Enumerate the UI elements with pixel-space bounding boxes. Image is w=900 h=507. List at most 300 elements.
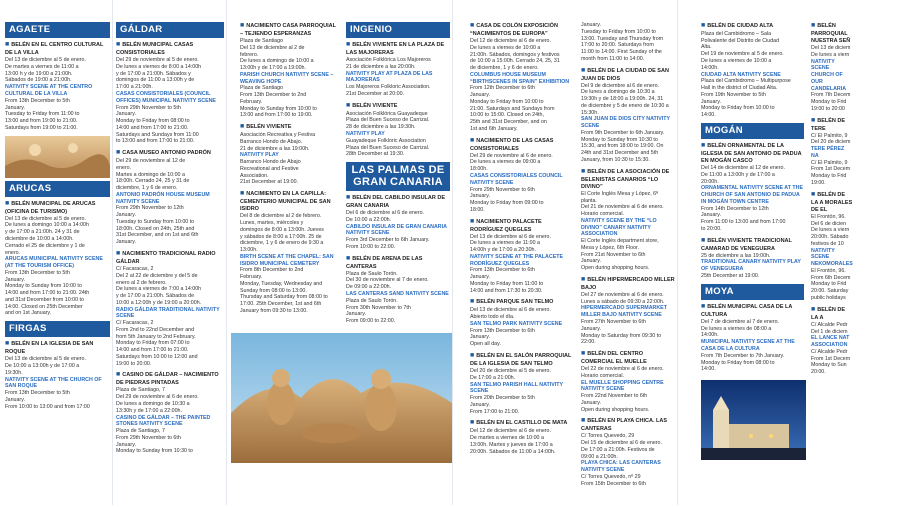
listing-english-line: and 31st December from 10:00 to xyxy=(5,296,84,303)
listing-title-text: BELÉN PARROQUIAL NUESTRA SEÑ xyxy=(811,23,851,44)
bullet-icon: ■ xyxy=(811,190,816,198)
column-1 xyxy=(5,22,110,507)
listing-english-line: month from 11:00 to 14:00. xyxy=(581,55,645,62)
bullet-icon: ■ xyxy=(581,66,586,74)
listing-title xyxy=(470,137,575,153)
listing-detail-line: De lunes a viernes de 09:00 a xyxy=(470,159,541,166)
agaete-list xyxy=(5,41,110,131)
listing-english-line: Barranco Hondo de Abajo xyxy=(240,159,301,166)
listing-detail-line: y de 17:00 a 21:00h. 24 y 31 de xyxy=(5,229,80,236)
listing-english-line: 18:00. xyxy=(470,206,485,213)
bullet-icon: ■ xyxy=(240,190,245,198)
bullet-icon: ■ xyxy=(346,254,351,262)
listing-english-line: 14:00. Closed on 25th December xyxy=(5,303,83,310)
listing-detail-line: De lunes a domingo 10:00 a 14:00h xyxy=(5,222,89,229)
listing-title xyxy=(346,102,450,111)
sand-sculpture-photo xyxy=(5,136,110,178)
listing-title xyxy=(811,117,853,133)
listing-detail-line: Plaza del Cambidromo – Sala xyxy=(701,30,772,37)
listing-detail-line: 18:00h. xyxy=(470,166,488,173)
listing-detail-line: Del 6 de dicien xyxy=(811,220,847,227)
listing-title-text: BELÉN EN EL CASTILLO DE MATA xyxy=(476,420,568,427)
listing-detail-line: C/ Alcalde Pedr xyxy=(811,321,848,328)
listing-english-line: From 13th December to 5th xyxy=(5,269,70,276)
bullet-icon: ■ xyxy=(470,419,475,427)
listing-title-text: BELÉN DEL CABILDO INSULAR DE GRAN CANARIA xyxy=(346,195,446,210)
listing-english-line: 21:00. Saturdays and Sundays from xyxy=(470,105,555,112)
listing-detail-line: Del 29 de noviembre al 12 de xyxy=(116,158,186,165)
listing-english-line: January. xyxy=(5,104,25,111)
listing-title-text: NACIMIENTO CASA PARROQUIAL – TEJIENDO ESPERANZAS xyxy=(240,23,336,37)
listing-title-text: BELÉN DE TERE xyxy=(811,117,846,132)
listing-english-line: From 17:00 to 21:00. xyxy=(470,408,520,415)
listing-english-line: January. xyxy=(470,193,490,200)
col6-list xyxy=(581,22,676,488)
listing-detail-line: Del 13 de diciembre al 5 de enero. xyxy=(5,57,86,64)
listing-english-line: January. xyxy=(5,396,25,403)
listing-detail-line: De lunes a viernes de 08:00 a xyxy=(701,325,772,332)
listing-english-line: From 13th December to 6th xyxy=(470,267,535,274)
listing-english-line: 14:00 and from 17:00 to 21:00. xyxy=(116,347,189,354)
listing-detail-line: De 09:00 a 22:00h. xyxy=(346,284,392,291)
bullet-icon: ■ xyxy=(470,136,475,144)
listing-detail-line: De martes a viernes de 11:00 a xyxy=(5,63,79,70)
listing-detail-line: Del 6 de diciembre al 6 de enero. xyxy=(346,210,425,217)
listing-english-line: Los Majoreros Folkloric Association. xyxy=(346,84,431,91)
listing-english-line: January. xyxy=(5,276,25,283)
listing-detail-line: Del 8 de diciembre al 2 de febrero. xyxy=(240,213,322,220)
listing-title xyxy=(346,41,450,57)
bullet-icon: ■ xyxy=(701,236,706,244)
listing-detail-line: febrero. xyxy=(240,51,259,58)
listing-english-line: Mesa y López, 6th Floor. xyxy=(581,244,640,251)
listing-english-line: From 8th December to 2nd xyxy=(240,267,304,274)
listing-title-text: CASINO DE GÁLDAR – NACIMIENTO DE PIEDRAS PINTADAS xyxy=(116,372,219,387)
listing-english-line: Plaza del Cambidromo – Multipurpose xyxy=(701,78,791,85)
listing-english-title: ARUCAS MUNICIPAL NATIVITY SCENE (AT THE TOURISM OFFICE) xyxy=(5,256,103,270)
listing-detail-line: Del 29 de noviembre al 6 de enero. xyxy=(116,394,199,401)
listing-title-text: BELÉN DE LA ASOCIACIÓN DE BELENISTAS CANARIOS “LO DIVINO” xyxy=(581,168,670,190)
listing-english-line: From 09:00 to 22:00. xyxy=(346,318,396,325)
listing-english-line: Saturdays and Sundays from 11:00 xyxy=(116,131,199,138)
bullet-icon: ■ xyxy=(581,275,586,283)
listing-detail-line: 13:00h. Martes y jueves de 17:00 a xyxy=(470,441,553,448)
listing-english-title: CASAS CONSISTORIALES COUNCIL NATIVITY SCENE xyxy=(470,172,563,186)
listing-entry xyxy=(240,190,340,315)
listing-title-text: BELÉN EN PLAYA CHICA. LAS CANTERAS xyxy=(581,418,667,433)
listing-english-title: ANTONIO PADRÓN HOUSE MUSEUM NATIVITY SCENE xyxy=(116,191,210,205)
listing-entry xyxy=(5,200,110,317)
listing-english-title: EL MUELLE SHOPPING CENTRE NATIVITY SCENE xyxy=(581,379,664,393)
listing-detail-line: Del 30 de noviembre al 7 de enero. xyxy=(346,277,429,284)
las-palmas-list xyxy=(346,194,450,325)
listing-detail-line: De lunes a domingo de 10:30 a xyxy=(581,89,655,96)
listing-detail-line: 20:00h. Sábado xyxy=(811,234,849,241)
listing-english-title: LAS CANTERAS SAND NATIVITY SCENE xyxy=(346,291,449,297)
listing-entry xyxy=(701,237,804,280)
listing-detail-line: C/ Facaracas, 2 xyxy=(116,265,154,272)
listing-english-line: January. xyxy=(346,311,366,318)
bullet-icon: ■ xyxy=(240,22,245,29)
listing-detail-line: El Frontón, 96. xyxy=(811,213,846,220)
listing-english-line: January, from 10:30 to 15:30. xyxy=(581,157,650,163)
listing-english-line: From 10:00 to 22:00. xyxy=(346,243,396,250)
listing-english-line: Recreational and Festive xyxy=(240,165,299,172)
bullet-icon: ■ xyxy=(701,142,706,150)
listing-detail-line: planta. xyxy=(581,197,597,204)
listing-detail-line: Plaza de Saulo Torón. xyxy=(346,270,398,277)
listing-english-title: CASINO DE GÁLDAR – THE PAINTED STONES NATIVITY SCENE xyxy=(116,414,211,428)
listing-english-line: 11:00 to 14:00. First Sunday of the xyxy=(581,49,662,56)
listing-detail-line: Lunes, martes, miércoles y xyxy=(240,220,304,227)
column-2 xyxy=(116,22,224,507)
listing-detail-line: Del 13 de diciembre al 2 de xyxy=(240,44,305,51)
listing-english-line: From 9th December to 6th January. xyxy=(581,129,665,136)
listing-entry xyxy=(470,298,575,348)
listing-detail-line: Plaza de Santiago xyxy=(240,37,283,44)
listing-detail-line: de diciembre y 5 de enero de 10:30 a xyxy=(581,102,669,109)
listing-english-line: From 14th December to 12th xyxy=(701,205,769,212)
listing-english-line: Plaza de Santiago, 7 xyxy=(116,428,165,435)
listing-detail-line: De 10:00 a 22:00h. xyxy=(346,216,392,223)
listing-english-line: from 5th January to 2nd February. xyxy=(116,333,196,340)
listing-detail-line: enero al 2 de febrero. xyxy=(116,279,167,286)
listing-detail-line: De lunes a viernes de 8:00 a 14:00h xyxy=(116,63,202,70)
sand-nativity-photo xyxy=(231,333,452,463)
listing-entry xyxy=(811,117,853,187)
listing-detail-line: Del 21 de noviembre al 6 de enero. xyxy=(581,204,664,211)
bullet-icon: ■ xyxy=(811,305,816,313)
listing-detail-line: Del 27 de noviembre al 6 de enero. xyxy=(581,291,664,298)
listing-english-line: From 27th November to 6th xyxy=(581,319,646,326)
listing-entry xyxy=(811,306,853,376)
listing-detail-line: enero. xyxy=(116,164,132,171)
moya-list xyxy=(701,303,804,373)
listing-english-line: Tuesday to Friday from 11:00 to xyxy=(5,111,80,118)
col3-list xyxy=(240,22,340,315)
listing-entry xyxy=(701,303,804,373)
listing-entry xyxy=(811,191,853,302)
listing-english-line: Tuesday to Sunday from 10:00 to xyxy=(116,218,195,225)
column-3 xyxy=(240,22,340,340)
listing-english-line: Monday to Sunday from 10:00 to xyxy=(5,283,82,290)
listing-detail-line: El Corte Inglés Mesa y López, 6ª xyxy=(581,190,659,197)
listing-detail-line: Asociación Recreativa y Festiva xyxy=(240,132,316,139)
listing-english-line: 19:00. xyxy=(811,180,826,187)
listing-title-text: BELÉN DE CIUDAD ALTA xyxy=(707,23,774,29)
listing-english-line: 19:00 to 20:00. xyxy=(116,360,152,367)
listing-detail-line: diciembre, 1 y 6 de enero. xyxy=(116,185,178,192)
listing-entry xyxy=(470,352,575,415)
listing-detail-line: domingos de 11:00 a 13:00h y de xyxy=(116,77,195,84)
listing-entry xyxy=(116,41,224,145)
listing-title-text: NACIMIENTO TRADICIONAL RADIO GÁLDAR xyxy=(116,251,216,265)
listing-english-line: Plaza del Buen Suceso de Carrizal. xyxy=(346,144,430,151)
listing-english-line: Thursday and Saturday from 08:00 to xyxy=(240,294,328,301)
listing-english-line: From 15th December to 6th xyxy=(581,480,646,487)
listing-english-line: Saturdays from 19:00 to 21:00. xyxy=(5,124,78,131)
listing-detail-line: 28 de diciembre a las 19:30h. xyxy=(346,124,416,131)
listing-entry xyxy=(581,22,676,63)
listing-detail-line: 13:00h. xyxy=(240,247,258,254)
listing-english-line: 14:00 and from 17:00 to 21:00. 24th xyxy=(5,290,90,297)
bullet-icon: ■ xyxy=(116,41,121,49)
listing-detail-line: Del 13 de diciembre al 6 de enero. xyxy=(470,233,551,240)
listing-detail-line: Del 22 de noviembre al 6 de enero. xyxy=(581,366,664,373)
listing-english-line: Monday to Sunday from 10:30 to xyxy=(116,448,193,455)
listing-detail-line: 19:30h. xyxy=(5,369,23,376)
bullet-icon: ■ xyxy=(470,22,475,29)
listing-english-title: HIPERMERCADO SUPERMARKET MILLER BAJO NATIVITY SCENE xyxy=(581,305,667,319)
listing-detail-line: De lunes a viernes de 11:00 a xyxy=(470,240,540,247)
listing-english-title: NATIVITY SCENE AT THE CENTRO CULTURAL DE LA VILLA xyxy=(5,84,93,97)
arucas-list xyxy=(5,200,110,317)
listing-detail-line: De 17:00 a 21:00h. xyxy=(470,374,516,381)
listing-english-line: Monday to Friday from 10:00 to xyxy=(701,105,775,112)
listing-detail-line: diciembre, 1 y 6 de enero de 9:30 a xyxy=(240,240,324,247)
listing-english-line: From 29th November to 12th xyxy=(116,205,184,212)
listing-english-line: 14:00. xyxy=(701,366,716,373)
listing-detail-line: De 11:00 a 13:00h y de 17:00 a xyxy=(701,171,775,178)
listing-entry xyxy=(5,340,110,410)
listing-detail-line: 20:00h. Sábados de 11:00 a 14:00h. xyxy=(470,448,556,455)
listing-title xyxy=(346,255,450,271)
listing-title-text: BELÉN DE LA A MORALES DE EL xyxy=(811,191,853,213)
listing-english-title: EL LANCE NAT ASSOCIATION xyxy=(811,335,850,349)
listing-entry xyxy=(346,41,450,98)
listing-title-text: BELÉN MUNICIPAL CASA DE LA CULTURA xyxy=(701,303,793,318)
listing-title-text: NACIMIENTO EN LA CAPILLA: CEMENTERIO MUNICIPAL DE SAN ISIDRO xyxy=(240,191,331,213)
listing-english-line: 1st and 6th January. xyxy=(470,125,518,132)
listing-detail-line: Del 29 de noviembre al 5 de enero. xyxy=(116,57,199,64)
listing-title xyxy=(701,303,804,319)
listing-english-line: Monday to Frid xyxy=(811,99,847,106)
section-header-las-palmas: LAS PALMAS DE GRAN CANARIA xyxy=(346,162,450,191)
listing-english-line: public holidays xyxy=(811,294,846,301)
listing-english-line: Monday to Friday from 07:00 to xyxy=(116,340,190,347)
listing-title xyxy=(5,200,110,216)
listing-english-line: 13:00 and from 19:00 to 21:00. xyxy=(5,118,78,125)
bullet-icon: ■ xyxy=(5,340,10,348)
listing-detail-line: Abierto todo el día. xyxy=(470,314,515,321)
listing-entry xyxy=(470,218,575,295)
listing-english-line: January. xyxy=(116,111,136,118)
listing-english-line: January. xyxy=(701,212,721,219)
listing-english-line: From 1st Decem xyxy=(811,355,851,362)
bullet-icon: ■ xyxy=(581,417,586,425)
listing-english-line: 10:00 to 15:00. Closed on 24th, xyxy=(470,112,544,119)
listing-english-line: Monday to Friday from 09:00 to xyxy=(470,200,544,207)
listing-title xyxy=(470,352,575,368)
listing-entry xyxy=(240,22,340,119)
listing-title-text: NACIMIENTO PALACETE RODRÍGUEZ QUEGLES xyxy=(470,218,542,233)
listing-detail-line: 21 de diciembre a las 20:00h. xyxy=(346,63,416,70)
listing-detail-line: 13:30h y de 17:00 a 22:00h. xyxy=(116,407,182,414)
listing-english-line: From 20th December to 5th xyxy=(470,395,535,402)
listing-detail-line: Del 12 de diciembre al 6 de enero. xyxy=(470,37,551,44)
listing-title xyxy=(581,350,676,366)
listing-title xyxy=(581,168,676,191)
listing-title xyxy=(701,237,804,253)
listing-detail-line: Horario comercial. xyxy=(581,372,624,379)
listing-english-line: 20:00. Saturday xyxy=(811,288,849,295)
listing-detail-line: 14:00h. xyxy=(701,332,719,339)
listing-title-text: BELÉN PARQUE SAN TELMO xyxy=(476,299,554,306)
listing-entry xyxy=(581,67,676,164)
listing-title-text: BELÉN DE ARENA DE LAS CANTERAS xyxy=(346,255,423,270)
listing-english-line: 22:00. xyxy=(581,339,596,346)
listing-english-line: 18:00h. Closed on 24th, 25th and xyxy=(116,225,195,232)
listing-english-line: 31st December, and on 1st and 6th xyxy=(116,232,199,239)
listing-english-line: From 7th December to 7th January. xyxy=(701,352,785,359)
section-header-firgas: FIRGAS xyxy=(5,321,110,337)
listing-detail-line: De 17:00 a 21:00h. Festivos de xyxy=(581,446,655,453)
listing-detail-line: Del 9 de diciembre al 6 de enero. xyxy=(581,82,660,89)
listing-english-line: Hall in the district of Ciudad Alta. xyxy=(701,85,778,92)
listing-english-line: Tuesday to Friday from 10:00 to xyxy=(581,28,656,35)
listing-english-line: 28th December at 19:30. xyxy=(346,151,405,158)
listing-detail-line: De martes a viernes de 10:00 a xyxy=(470,435,544,442)
listing-english-title: NATIVITY SCENE AT THE PALACETE RODRÍGUEZ QUEGLES xyxy=(470,253,563,267)
listing-detail-line: Del 14 de diciembre al 12 de enero. xyxy=(701,165,785,172)
listing-english-line: From 6th Decem xyxy=(811,274,851,281)
listing-detail-line: 21:00h. Sábados, domingos y festivos xyxy=(470,51,560,58)
listing-detail-line: 13:00 h y de 19:00 a 21:00h. xyxy=(5,70,73,77)
listing-title-text: BELÉN EN EL CENTRO CULTURAL DE LA VILLA xyxy=(5,42,104,57)
listing-detail-line: De lunes a viernes de 10:00 a xyxy=(701,58,772,65)
listing-english-line: Monday to Sunday from 10:30 to xyxy=(581,136,658,143)
listing-title xyxy=(581,67,676,83)
column-7 xyxy=(701,22,804,377)
listing-entry xyxy=(346,194,450,251)
listing-detail-line: festivos de 10 xyxy=(811,240,844,247)
listing-english-title: NATIVITY SCENE NEKOMORALES xyxy=(811,247,853,268)
listing-detail-line: y de 17:00 a 21:00h. Sábados de xyxy=(116,293,195,300)
listing-detail-line: Del 7 de diciembre al 7 de enero. xyxy=(701,318,780,325)
listing-detail-line: 14:00h y de 17:00 a 20:30h. xyxy=(470,247,536,254)
listing-entry xyxy=(5,41,110,131)
listing-title-text: BELÉN ORNAMENTAL DE LA IGLESIA DE SAN ANTONIO DE PADUA EN MOGÁN CASCO xyxy=(701,143,802,165)
listing-detail-line: Del 1 de diciem xyxy=(811,328,848,335)
listing-detail-line: 14:00h. xyxy=(701,64,719,71)
listing-detail-line: Del 13 de diciem xyxy=(811,45,851,52)
listing-title xyxy=(470,298,575,307)
section-header-galdar: GÁLDAR xyxy=(116,22,224,38)
listing-title xyxy=(240,22,340,38)
listing-title xyxy=(701,142,804,165)
mogan-list xyxy=(701,142,804,280)
listing-english-line: February. xyxy=(240,274,263,281)
listing-english-line: 21st December at 20:00. xyxy=(346,90,405,97)
listing-english-title: NATIVITY PLAY xyxy=(240,152,279,159)
listing-english-line: January from 09:30 to 13:00. xyxy=(240,307,308,314)
listing-detail-line: 25 de diciembre a las 19:00h. xyxy=(701,252,771,259)
listing-title xyxy=(116,371,224,387)
listing-detail-line: 20:00h. xyxy=(701,178,719,185)
col8-list xyxy=(811,22,853,376)
listing-english-line: 17:00. 25th December, 1st and 6th xyxy=(240,301,322,308)
listing-english-line: El Corte Inglés department store, xyxy=(581,238,659,245)
ingenio-list xyxy=(346,41,450,158)
listing-detail-line: De lunes a viern xyxy=(811,227,850,234)
bullet-icon: ■ xyxy=(116,250,121,257)
listing-english-line: From 29th November to 6th xyxy=(470,186,535,193)
listing-english-line: From 13th December to 6th xyxy=(470,327,535,334)
listing-english-title: ORNAMENTAL NATIVITY SCENE AT THE CHURCH OF SAN ANTONIO DE PADUA IN MOGÁN TOWN CENTRE xyxy=(701,185,804,205)
bullet-icon: ■ xyxy=(116,149,121,157)
listing-entry xyxy=(116,371,224,455)
listing-english-line: Monday to Sunday from 10:00 to xyxy=(240,105,317,112)
bullet-icon: ■ xyxy=(346,194,351,202)
listing-detail-line: Del 19 de noviembre al 5 de enero. xyxy=(701,51,784,58)
listing-title xyxy=(811,22,853,45)
listing-title-text: CASA DE COLÓN EXPOSICIÓN “NACIMIENTOS DE EUROPA” xyxy=(470,23,558,37)
listing-english-title: SAN TELMO PARISH HALL NATIVITY SCENE xyxy=(470,381,563,395)
listing-english-line: January. xyxy=(116,239,136,246)
listing-english-line: Open during shopping hours. xyxy=(581,406,650,413)
listing-detail-line: Sábados de 19:00 a 21:00h. xyxy=(5,77,72,84)
listing-english-line: Saturdays from 10:00 to 12:00 and xyxy=(116,353,198,360)
listing-english-line: 14:00 and from 17:00 to 21:00. xyxy=(116,124,189,131)
col7-top-list xyxy=(701,22,804,119)
listing-english-line: From 19th November to 5th xyxy=(701,91,766,98)
listing-english-line: From 11:00 to 13:00 and from 17:00 xyxy=(701,219,786,226)
listing-entry xyxy=(470,22,575,133)
bullet-icon: ■ xyxy=(116,371,121,379)
section-header-moya: MOYA xyxy=(701,284,804,300)
listing-detail-line: domingos de 8:00 a 13:00h. Jueves xyxy=(240,226,324,233)
listing-english-line: 15:30, and from 18:00 to 19:00. On xyxy=(581,143,664,150)
listing-english-line: Association. xyxy=(240,172,269,179)
listing-detail-line: Del 12 de diciembre al 6 de enero. xyxy=(470,428,551,435)
listing-title-text: BELÉN DE LA A xyxy=(811,306,846,321)
listing-detail-line: de diciembre, 1 y 6 de enero. xyxy=(470,65,539,72)
listing-detail-line: Del 15 de diciembre al 6 de enero. xyxy=(581,440,662,447)
listing-detail-line: Lunes a sábado de 09:30 a 22:00h. xyxy=(581,298,665,305)
listing-english-line: Monday to Friday from 08:00 to xyxy=(701,359,775,366)
listing-english-line: Monday to Friday from 08:00 to xyxy=(116,118,190,125)
listing-detail-line: Barranco Hondo de Abajo. xyxy=(240,138,303,145)
listing-entry xyxy=(346,255,450,325)
listing-english-line: Guayadeque Folkloric Association xyxy=(346,137,426,144)
listing-english-line: January. xyxy=(470,401,490,408)
listing-english-line: El Frontón, 96. xyxy=(811,267,846,274)
listing-english-line: From 13th December to 5th xyxy=(5,97,70,104)
listing-title-text: BELÉN VIVIENTE xyxy=(246,124,292,131)
listing-entry xyxy=(581,350,676,413)
bullet-icon: ■ xyxy=(581,350,586,358)
listing-english-title: CIUDAD ALTA NATIVITY SCENE xyxy=(701,71,781,78)
listing-english-title: PLAYA CHICA: LAS CANTERAS NATIVITY SCENE xyxy=(581,460,661,474)
listing-detail-line: Asociación Folklórica Los Majoreros xyxy=(346,57,431,64)
listing-detail-line: enero. xyxy=(5,249,21,256)
listing-english-line: From 21st November to 6th xyxy=(581,251,646,258)
listing-english-line: January. xyxy=(581,399,601,406)
listing-english-line: February. xyxy=(240,98,263,105)
listing-title xyxy=(346,194,450,210)
listing-detail-line: Alta. xyxy=(701,44,712,51)
listing-entry xyxy=(811,22,853,113)
listing-english-line: From 1st Decem xyxy=(811,166,851,173)
listing-english-line: Open all day. xyxy=(470,341,501,348)
listing-entry xyxy=(470,419,575,455)
listing-english-title: SAN JUAN DE DIOS CITY NATIVITY SCENE xyxy=(581,116,670,130)
listing-english-line: Monday to Friday from 11:00 to xyxy=(470,280,544,287)
listing-detail-line: C/ El Palmito, 9 xyxy=(811,132,848,139)
listing-english-line: 13:00 and from 17:00 to 19:00. xyxy=(240,112,313,119)
listing-detail-line: 10:00 a 12:00h y de 19:00 a 20:00h. xyxy=(116,299,202,306)
listing-detail-line: Del 20 de diciembre al 5 de enero. xyxy=(470,367,551,374)
